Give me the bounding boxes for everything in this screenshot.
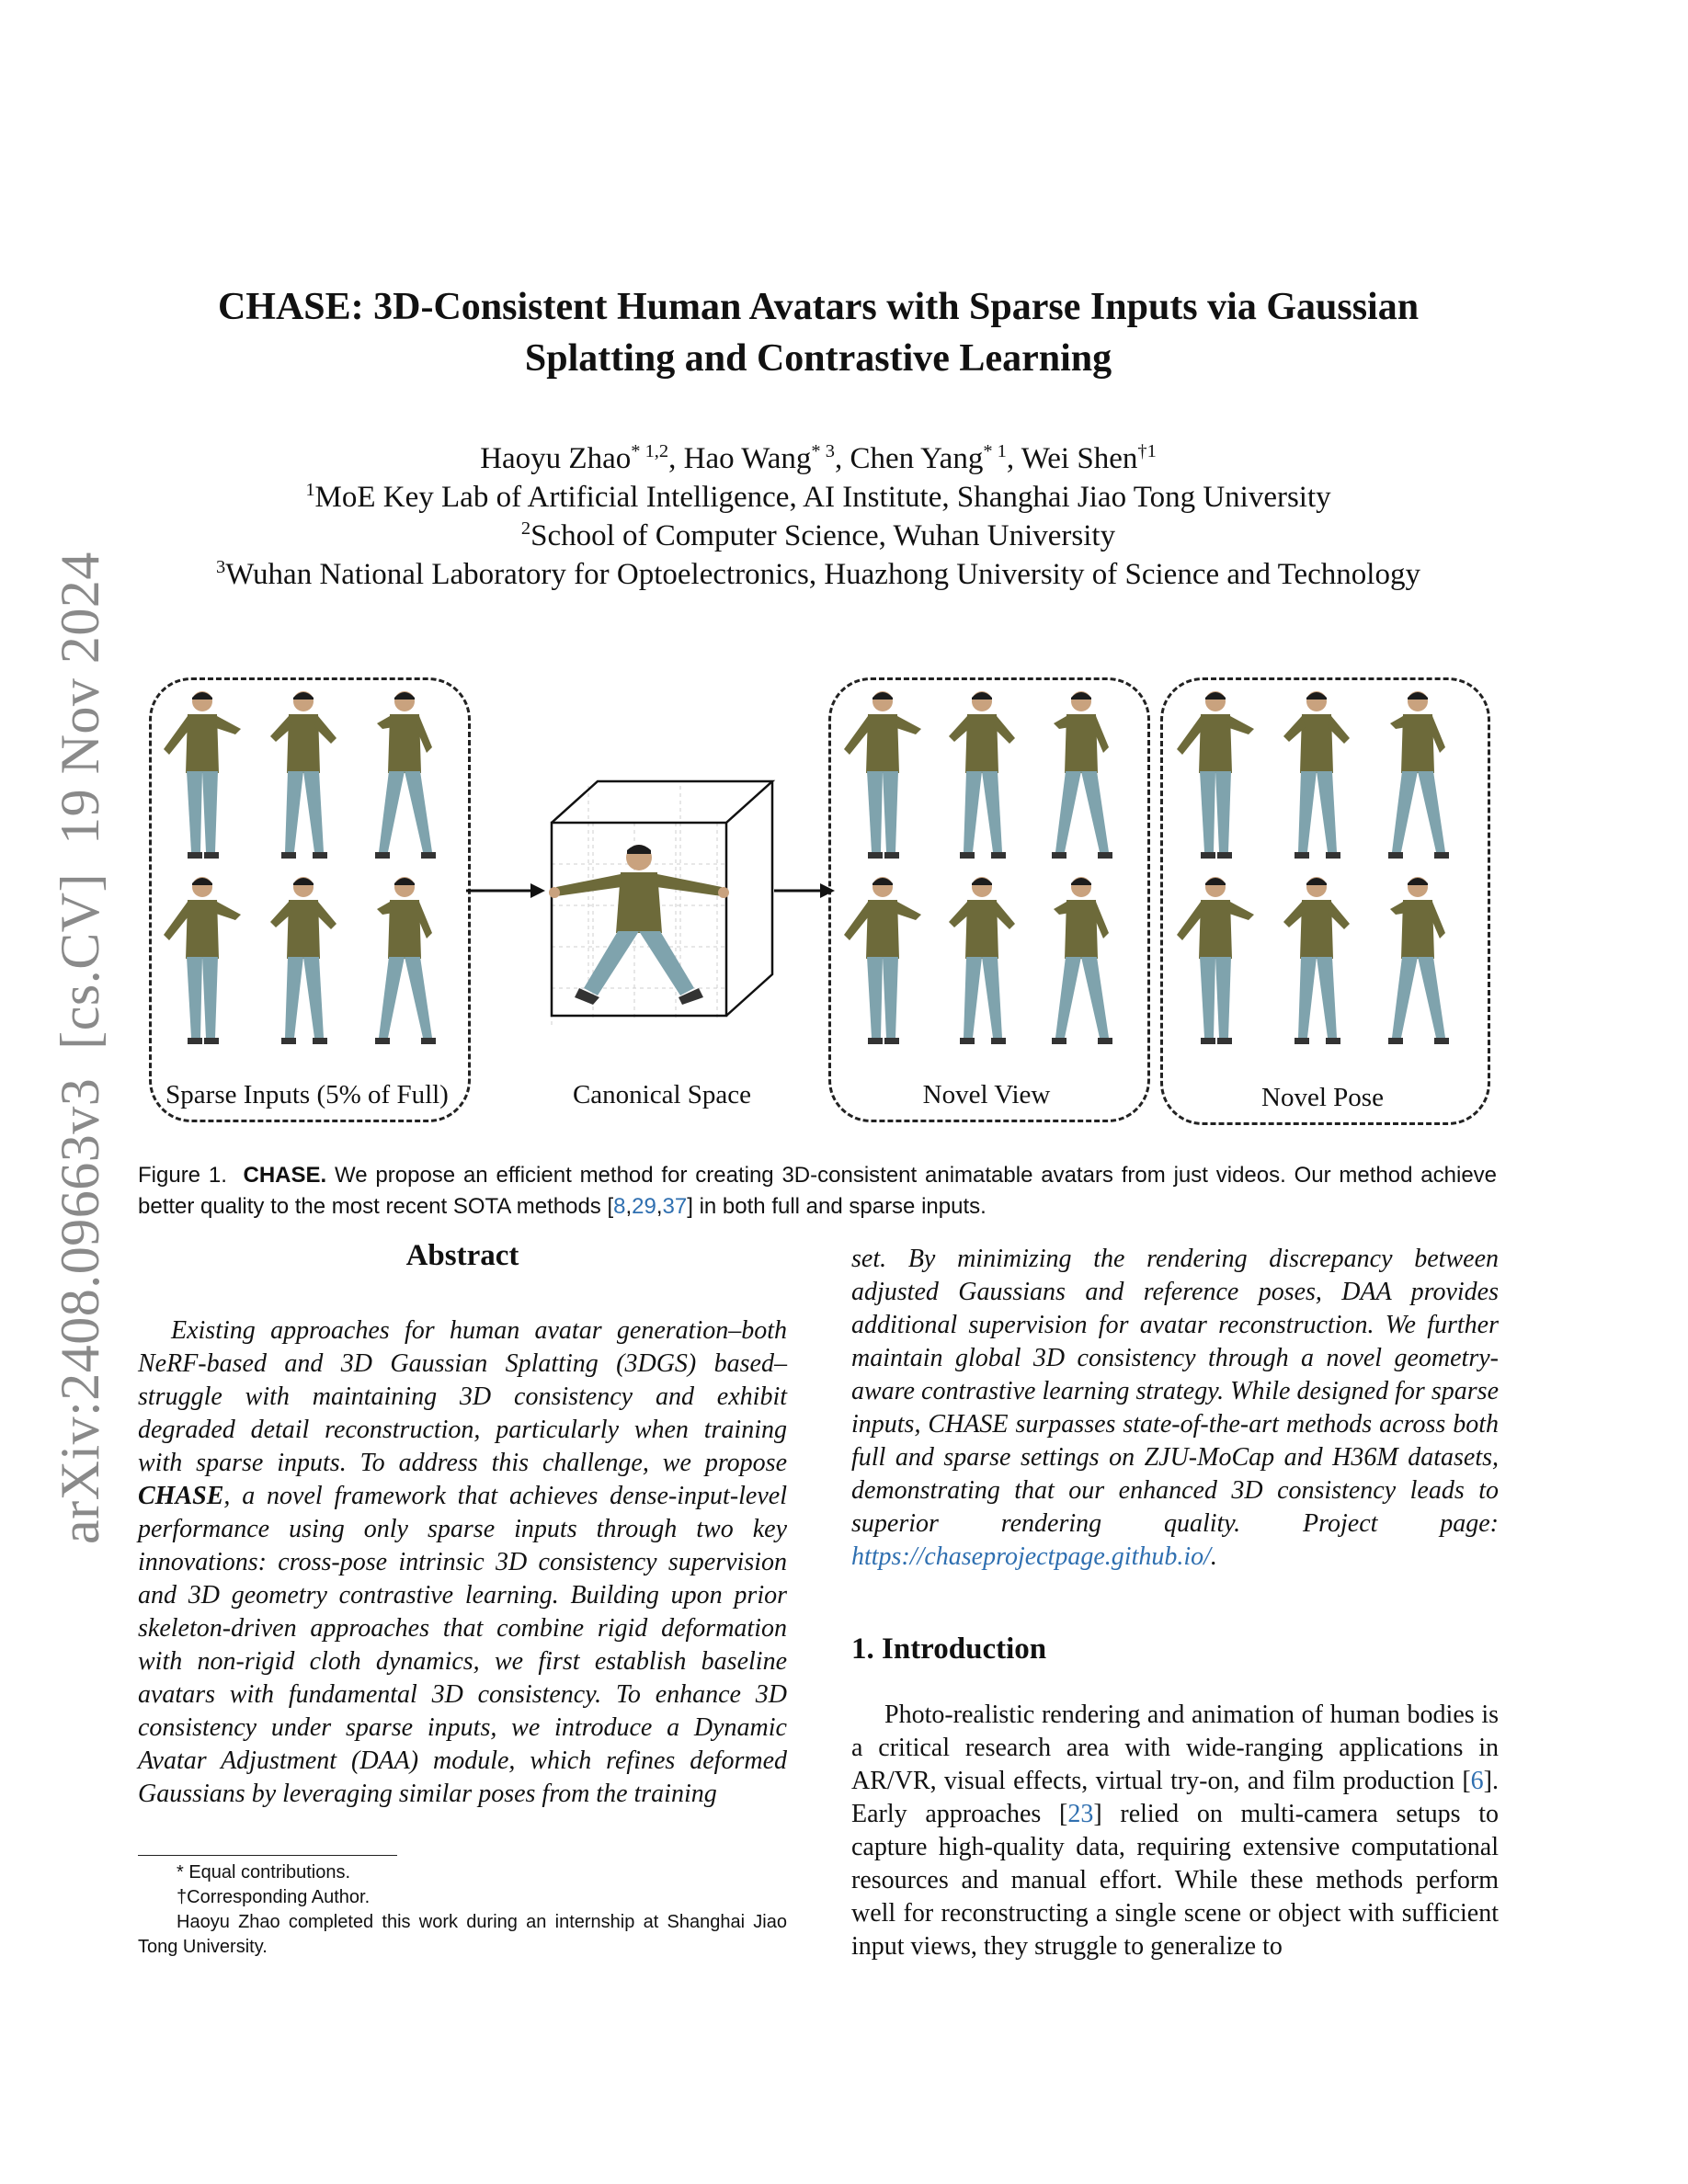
section-heading-introduction: 1. Introduction: [851, 1632, 1047, 1666]
avatar-render: [156, 870, 248, 1054]
citation-separator: ,: [625, 1194, 633, 1219]
footnote-internship: Haoyu Zhao completed this work during an internship at Shanghai Jiao Tong University.: [138, 1912, 787, 1957]
abstract-body-right: [851, 1243, 1499, 1574]
title-line-2: Splatting and Contrastive Learning: [524, 337, 1112, 380]
affil-text: Wuhan National Laboratory for Optoelectronics, Huazhong University of Science and Technology: [225, 558, 1420, 591]
avatar-render: [936, 685, 1028, 869]
abstract-heading: Abstract: [405, 1239, 519, 1272]
author-affil-mark: * 1,2: [631, 441, 669, 461]
citation-link[interactable]: 29: [632, 1194, 656, 1219]
author-name: Hao Wang: [683, 442, 812, 475]
project-page-link[interactable]: https://chaseprojectpage.github.io/: [851, 1542, 1211, 1571]
abstract-text: .: [1210, 1542, 1217, 1571]
caption-bold: CHASE.: [243, 1163, 327, 1188]
caption-text-end: ] in both full and sparse inputs.: [687, 1194, 987, 1219]
arxiv-identifier: arXiv:2408.09663v3 [cs.CV] 19 Nov 2024: [50, 552, 110, 1544]
abstract-text: Existing approaches for human avatar generation–both NeRF-based and 3D Gaussian Splatting (3DGS) based–struggle with maintaining 3D consistency and exhibit degraded detail reconstruction, particularly when training with sparse inputs. To address this challenge, we propose: [138, 1316, 787, 1477]
paper-title: [138, 281, 1499, 384]
footnote-rule: [138, 1855, 397, 1856]
avatar-render: [837, 870, 929, 1054]
author-separator: ,: [834, 442, 850, 475]
caption-label: Figure 1.: [138, 1163, 227, 1188]
method-name: CHASE: [138, 1482, 224, 1510]
avatar-render: [1372, 870, 1464, 1054]
canonical-cube: [542, 758, 781, 1025]
affil-number: 2: [520, 518, 531, 539]
avatar-render: [359, 685, 451, 869]
canonical-avatar: [549, 845, 729, 1005]
abstract-body-left: [138, 1314, 787, 1811]
footnote-equal-contribution: * Equal contributions.: [177, 1862, 351, 1883]
avatar-render: [1271, 685, 1363, 869]
citation-link[interactable]: 8: [613, 1194, 626, 1219]
avatar-render: [936, 870, 1028, 1054]
affil-text: School of Computer Science, Wuhan University: [530, 519, 1116, 552]
introduction-body: [851, 1699, 1499, 1963]
caption-text: We propose an efficient method for creating 3D-consistent animatable avatars from just videos. Our method achieve better quality to the most recent SOTA methods [: [138, 1163, 1498, 1219]
avatar-render: [156, 685, 248, 869]
intro-text: Photo-realistic rendering and animation of human bodies is a critical research area with wide-ranging applications in AR/VR, visual effects, virtual try-on, and film production [: [851, 1701, 1499, 1795]
avatar-render: [837, 685, 929, 869]
teaser-figure: [138, 666, 1499, 1144]
footnotes: [138, 1860, 787, 1960]
affil-number: 1: [305, 480, 315, 500]
affiliation-3: [110, 555, 1526, 594]
label-canonical-space: Canonical Space: [572, 1080, 752, 1109]
avatar-render: [257, 685, 349, 869]
avatar-render: [1169, 685, 1261, 869]
avatar-render: [257, 870, 349, 1054]
citation-link[interactable]: 6: [1470, 1767, 1484, 1795]
avatar-render: [1169, 870, 1261, 1054]
author-affil-mark: †1: [1137, 441, 1157, 461]
avatar-render: [1035, 685, 1127, 869]
author-name: Chen Yang: [850, 442, 984, 475]
author-affil-mark: * 1: [983, 441, 1007, 461]
avatar-render: [1035, 870, 1127, 1054]
author-affil-mark: * 3: [811, 441, 835, 461]
abstract-text: , a novel framework that achieves dense-input-level performance using only sparse inputs through two key innovations: cross-pose intrinsic 3D consistency supervision and 3D geometry contrastive learning. Building upon prior skeleton-driven approaches that combine rigid deformation with non-rigid cloth dynamics, we first establish baseline avatars with fundamental 3D consistency. To enhance 3D consistency under sparse inputs, we introduce a Dynamic Avatar Adjustment (DAA) module, which refines deformed Gaussians by leveraging similar poses from the training: [138, 1482, 787, 1808]
figure-caption: [138, 1160, 1497, 1223]
label-novel-pose: Novel Pose: [1261, 1083, 1384, 1112]
abstract-text: set. By minimizing the rendering discrepancy between adjusted Gaussians and reference poses, DAA provides additional supervision for avatar reconstruction. We further maintain global 3D consistency through a novel geometry-aware contrastive learning strategy. While designed for sparse inputs, CHASE surpasses state-of-the-art methods across both full and sparse settings on ZJU-MoCap and H36M datasets, demonstrating that our enhanced 3D consistency leads to superior rendering quality. Project page:: [851, 1245, 1499, 1538]
avatar-render: [359, 870, 451, 1054]
avatar-render: [1372, 685, 1464, 869]
affiliation-2: [110, 517, 1526, 555]
intro-text: ]. Early approaches [: [851, 1767, 1499, 1828]
affil-text: MoE Key Lab of Artificial Intelligence, AI Institute, Shanghai Jiao Tong University: [314, 481, 1331, 514]
arrow-right-icon: [464, 880, 547, 902]
author-name: Haoyu Zhao: [480, 442, 632, 475]
avatar-render: [1271, 870, 1363, 1054]
citation-link[interactable]: 37: [662, 1194, 688, 1219]
citation-link[interactable]: 23: [1067, 1800, 1094, 1828]
author-separator: ,: [1006, 442, 1021, 475]
affiliation-1: [110, 478, 1526, 517]
author-name: Wei Shen: [1021, 442, 1138, 475]
footnote-corresponding-author: †Corresponding Author.: [177, 1887, 371, 1907]
label-sparse-inputs: Sparse Inputs (5% of Full): [165, 1080, 449, 1109]
affil-number: 3: [216, 557, 226, 577]
intro-text: ] relied on multi-camera setups to capture high-quality data, requiring extensive computational resources and manual effort. While these methods perform well for reconstructing a single scene or object with sufficient input views, they struggle to generalize to: [851, 1800, 1499, 1961]
author-list: [138, 439, 1499, 478]
arrow-right-icon: [772, 880, 837, 902]
title-line-1: CHASE: 3D-Consistent Human Avatars with Sparse Inputs via Gaussian: [217, 286, 1420, 328]
author-separator: ,: [668, 442, 684, 475]
label-novel-view: Novel View: [922, 1080, 1051, 1109]
citation-separator: ,: [656, 1194, 663, 1219]
